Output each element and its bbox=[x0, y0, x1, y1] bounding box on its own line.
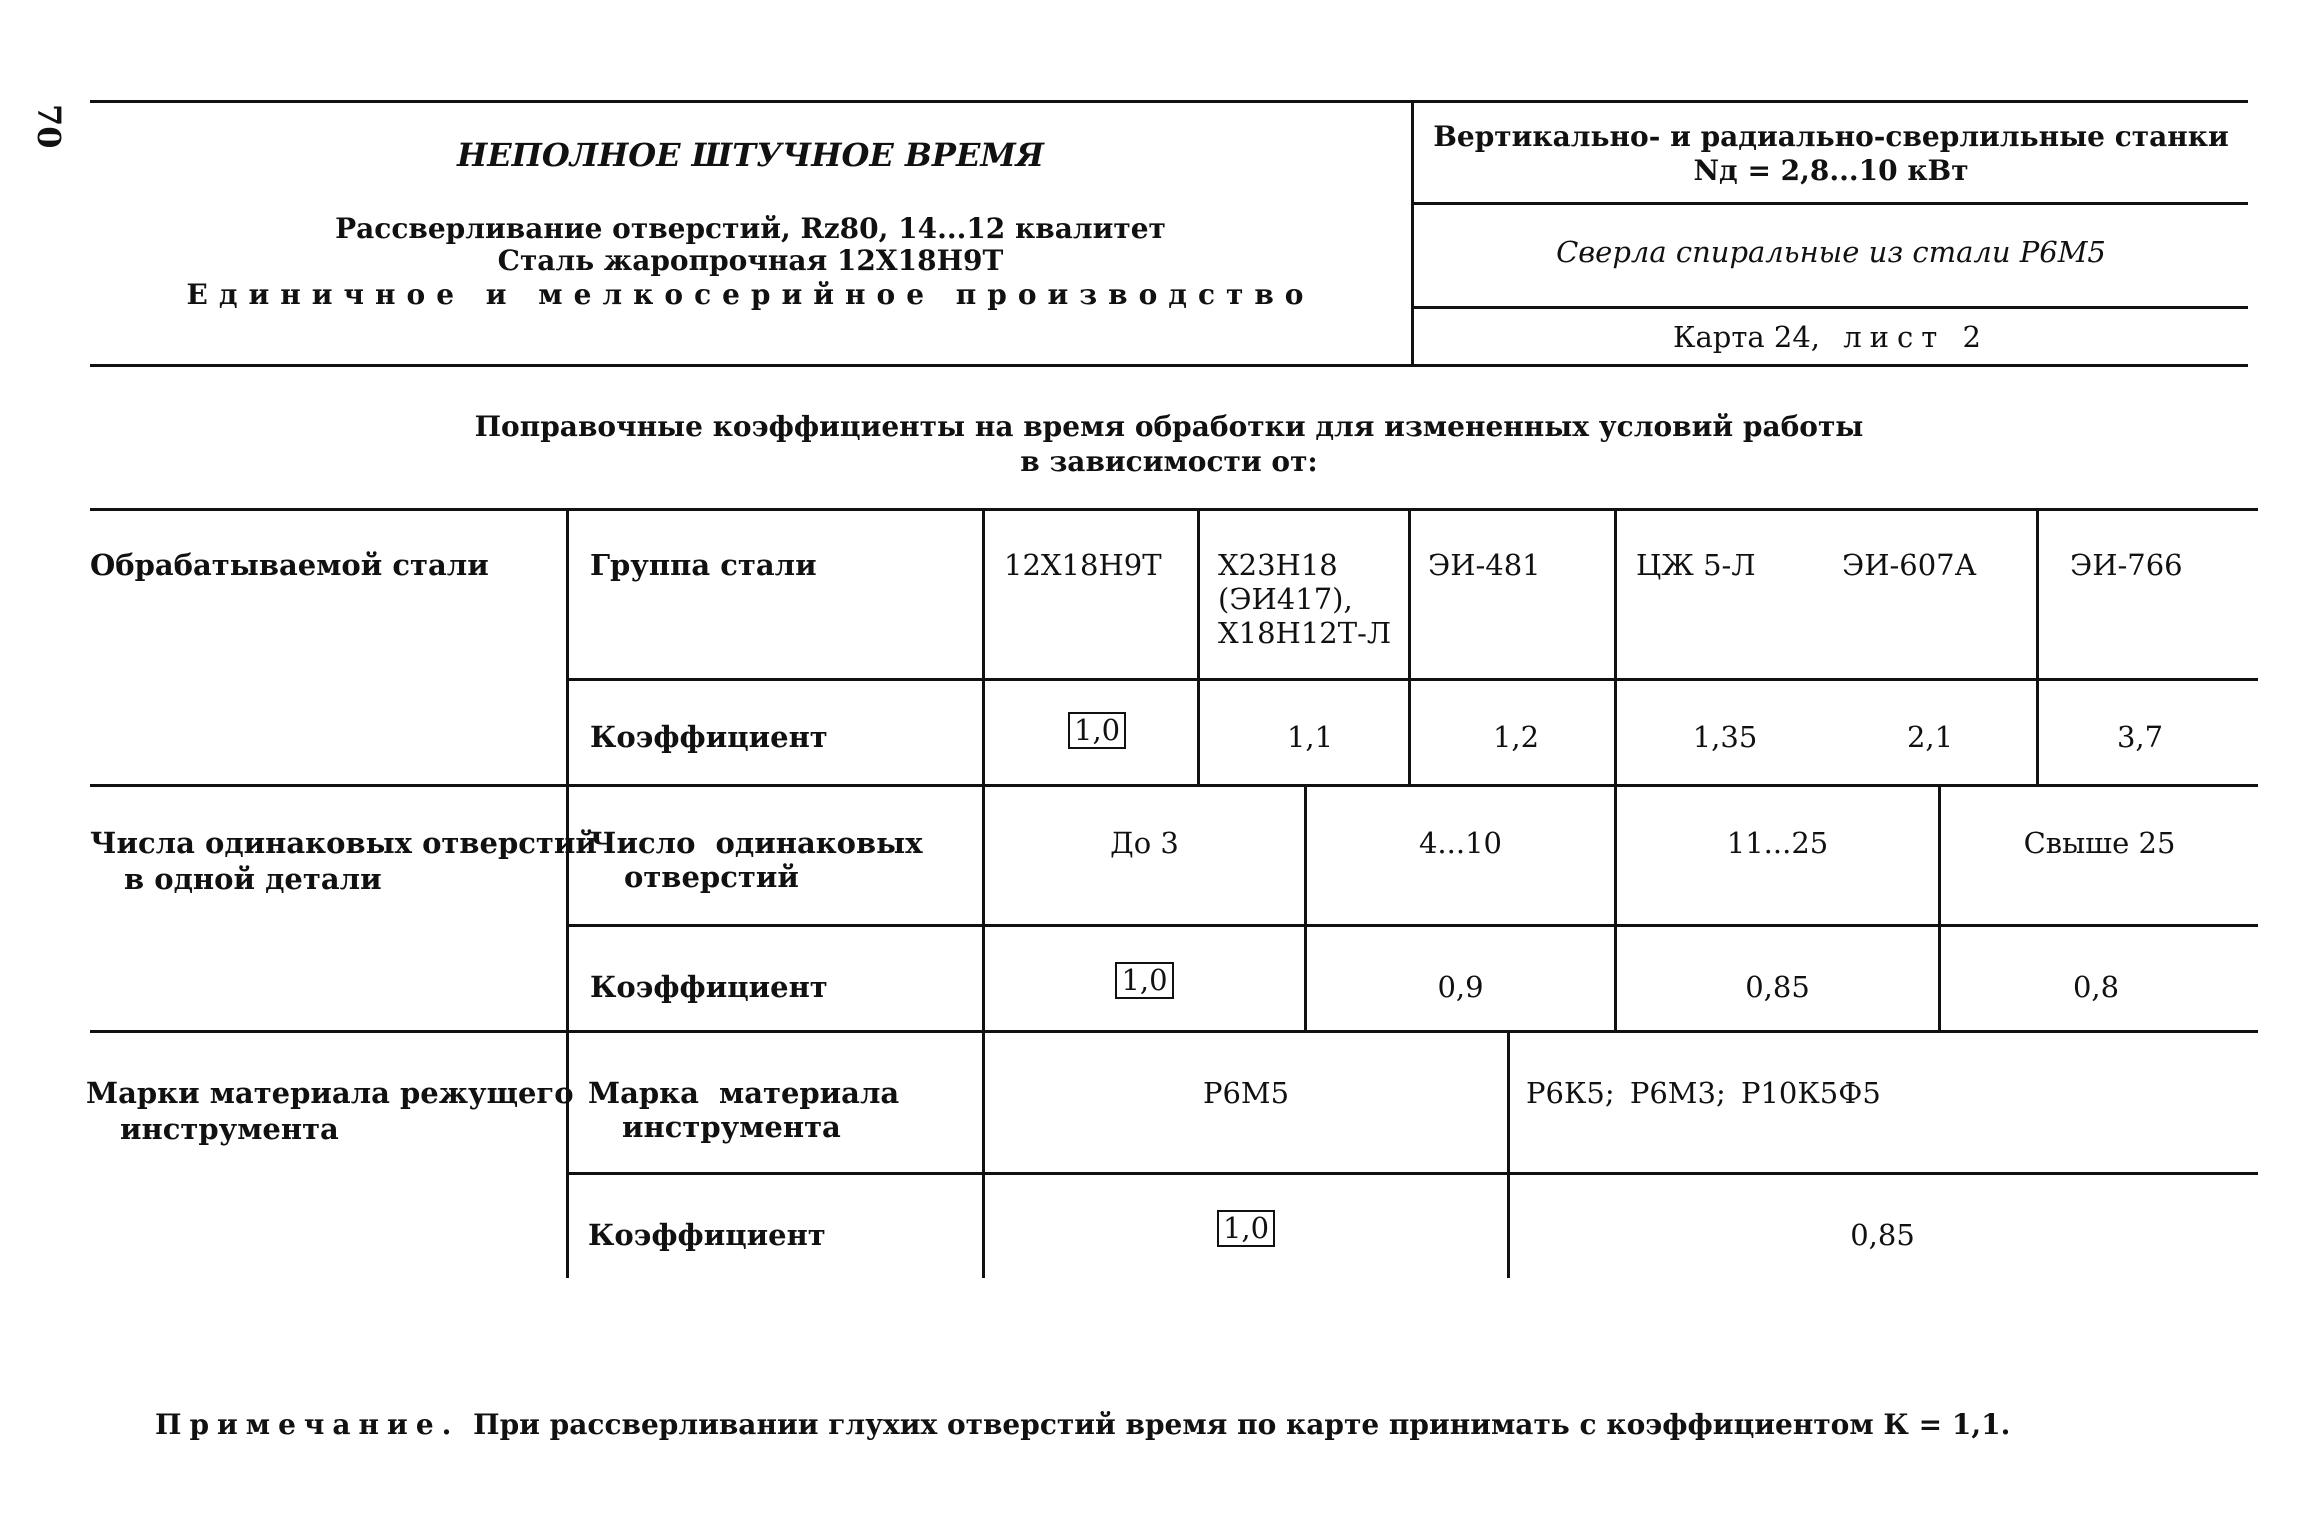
steel-coef-5: 2,1 bbox=[1906, 720, 1954, 754]
boxed-value: 1,0 bbox=[1217, 1210, 1275, 1247]
operation-line: Рассверливание отверстий, Rz80, 14...12 квалитет bbox=[335, 212, 1166, 245]
tool-coef-2: 0,85 bbox=[1850, 1218, 1915, 1252]
holes-bottom-rule bbox=[90, 1030, 2258, 1033]
material-line: Сталь жаропрочная 12Х18Н9Т bbox=[497, 244, 1004, 277]
steel-group-ei607a: ЭИ-607А bbox=[1842, 548, 1977, 582]
tool-grade-1: Р6М5 bbox=[1202, 1076, 1290, 1110]
holes-range-4: Свыше 25 bbox=[2023, 826, 2176, 860]
header-top-rule bbox=[90, 100, 2248, 103]
holes-section-label-2: в одной детали bbox=[124, 862, 382, 896]
tool-section-label-1: Марки материала режущего bbox=[86, 1076, 574, 1110]
holes-inner-rule bbox=[568, 924, 2258, 927]
holes-coef-3: 0,85 bbox=[1745, 970, 1810, 1004]
tool-coef-label: Коэффициент bbox=[588, 1218, 826, 1252]
steel-group-ei766: ЭИ-766 bbox=[2070, 548, 2183, 582]
steel-coef-6: 3,7 bbox=[2116, 720, 2164, 754]
tool-section-label-2: инструмента bbox=[120, 1112, 339, 1146]
label-divider bbox=[566, 508, 569, 1278]
param-divider bbox=[982, 508, 985, 1278]
steel-group-ei417: (ЭИ417), bbox=[1218, 582, 1353, 616]
steel-group-12x18h9t: 12Х18Н9Т bbox=[1004, 548, 1162, 582]
sheet-label: лист 2 bbox=[1843, 320, 1989, 354]
steel-coef-3: 1,2 bbox=[1492, 720, 1540, 754]
steel-coef-1 bbox=[1068, 712, 1121, 749]
holes-param-label-1: Число одинаковых bbox=[590, 826, 923, 860]
steel-coef-2: 1,1 bbox=[1286, 720, 1334, 754]
tools-line: Сверла спиральные из стали Р6М5 bbox=[1556, 235, 2106, 269]
steel-group-ei481: ЭИ-481 bbox=[1428, 548, 1541, 582]
steel-group-x23h18: Х23Н18 bbox=[1218, 548, 1338, 582]
steel-col-rule-4 bbox=[2036, 508, 2039, 785]
holes-range-2: 4...10 bbox=[1418, 826, 1502, 860]
holes-range-3: 11...25 bbox=[1726, 826, 1829, 860]
machines-line-2: Nд = 2,8...10 кВт bbox=[1693, 154, 1969, 187]
holes-coef-1 bbox=[985, 962, 1304, 999]
footnote-text: При рассверливании глухих отверстий время по карте принимать с коэффициентом К = 1,1. bbox=[473, 1408, 2011, 1441]
steel-param-label: Группа стали bbox=[590, 548, 817, 582]
holes-coef-4: 0,8 bbox=[2072, 970, 2120, 1004]
tool-inner-rule bbox=[568, 1172, 2258, 1175]
steel-col-rule-2 bbox=[1408, 508, 1411, 785]
tool-grade-2: Р6К5; Р6М3; Р10К5Ф5 bbox=[1526, 1076, 1881, 1110]
table-caption-line-1: Поправочные коэффициенты на время обработки для измененных условий работы bbox=[474, 410, 1864, 443]
header-right-rule-2 bbox=[1411, 306, 2248, 309]
table-caption-line-2: в зависимости от: bbox=[1020, 445, 1318, 478]
steel-coef-4: 1,35 bbox=[1692, 720, 1758, 754]
footnote bbox=[155, 1408, 2010, 1441]
production-line: Единичное и мелкосерийное производство bbox=[186, 278, 1315, 311]
boxed-value: 1,0 bbox=[1068, 712, 1126, 749]
steel-coef-label: Коэффициент bbox=[590, 720, 828, 754]
card-label: Карта 24, bbox=[1673, 320, 1821, 354]
header-right-rule-1 bbox=[1411, 202, 2248, 205]
holes-coef-2: 0,9 bbox=[1437, 970, 1484, 1004]
page-title: НЕПОЛНОЕ ШТУЧНОЕ ВРЕМЯ bbox=[456, 136, 1045, 174]
tool-param-label-1: Марка материала bbox=[588, 1076, 900, 1110]
holes-coef-label: Коэффициент bbox=[590, 970, 828, 1004]
holes-section-label-1: Числа одинаковых отверстий bbox=[90, 826, 597, 860]
card-sheet-line bbox=[1414, 320, 2248, 354]
steel-group-x18h12t-l: Х18Н12Т-Л bbox=[1218, 616, 1392, 650]
holes-param-label-2: отверстий bbox=[624, 860, 799, 894]
steel-inner-rule bbox=[568, 678, 2258, 681]
steel-col-rule-3 bbox=[1614, 508, 1617, 785]
boxed-value: 1,0 bbox=[1115, 962, 1173, 999]
table-top-rule bbox=[90, 508, 2258, 511]
footnote-label: Примечание. bbox=[155, 1408, 460, 1441]
steel-group-czh5l: ЦЖ 5-Л bbox=[1636, 548, 1756, 582]
steel-section-label: Обрабатываемой стали bbox=[90, 548, 489, 582]
steel-bottom-rule bbox=[90, 784, 2258, 787]
machines-line-1: Вертикально- и радиально-сверлильные станки bbox=[1433, 120, 2229, 153]
tool-param-label-2: инструмента bbox=[622, 1110, 841, 1144]
page-number: 70 bbox=[30, 104, 68, 149]
header-bottom-rule bbox=[90, 364, 2248, 367]
tool-coef-1 bbox=[985, 1210, 1507, 1247]
holes-range-1: До 3 bbox=[1110, 826, 1179, 860]
steel-col-rule-1 bbox=[1197, 508, 1200, 785]
